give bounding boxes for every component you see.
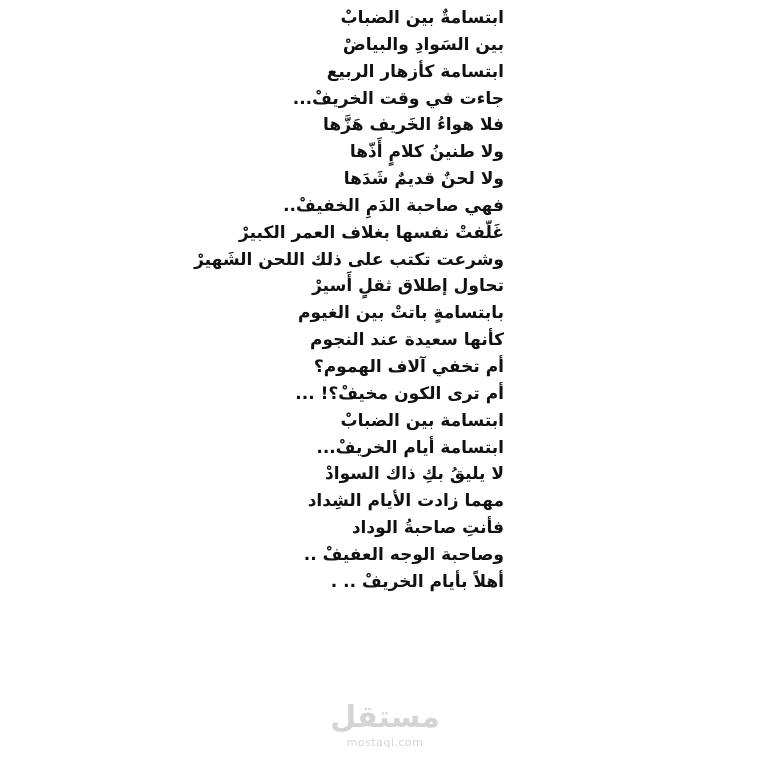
poem-line: ابتسامة كأزهار الربيع (326, 61, 504, 82)
mostaql-watermark (325, 700, 445, 750)
poem-line: فهي صاحبة الدَمِ الخفيفْ.. (283, 195, 504, 216)
poem-line: فلا هواءُ الخَريف هَزَّها (323, 115, 504, 136)
poem-line: مهما زادت الأيام الشِداد (307, 491, 504, 512)
poem-line: وشرعت تكتب على ذلك اللحن الشَهيرْ (194, 249, 504, 270)
poem-text (24, 5, 504, 596)
poem-line: ولا لحنٌ قديمٌ شَدَها (343, 169, 504, 190)
poem-line: ابتسامة أيام الخريفْ... (316, 437, 504, 458)
poem-line: تحاول إطلاق ثقلٍ أَسيرْ (312, 276, 504, 297)
poem-line: أم ترى الكون مخيفْ؟! ... (295, 383, 504, 404)
poem-line: فأنتِ صاحبةُ الوداد (351, 518, 504, 539)
poem-line: أهلاً بأيام الخريفْ .. . (330, 571, 504, 592)
poem-line: كأنها سعيدة عند النجوم (309, 330, 504, 351)
poem-line: بين السَوادِ والبياضْ (342, 34, 504, 55)
poem-line: ابتسامةٌ بين الضبابْ (340, 8, 504, 28)
poem-line: جاءت في وقت الخريفْ... (292, 88, 504, 109)
poem-line: لا يليقُ بكِ ذاك السوادْ (325, 464, 504, 485)
watermark-logo: مستقل (330, 700, 440, 735)
poem-line: أم تخفي آلاف الهموم؟ (313, 356, 504, 377)
poem-line: ابتسامة بين الضبابْ (340, 410, 504, 431)
poem-line: وصاحبة الوجه العفيفْ .. (303, 544, 504, 565)
poem-line: ولا طنينُ كلامٍ أَذّها (349, 142, 504, 163)
poem-line: بابتسامةٍ باتتْ بين الغيوم (298, 303, 504, 324)
watermark-url: mostaql.com (346, 736, 424, 749)
poem-line: غَلّفتْ نفسها بغلاف العمر الكبيرْ (239, 222, 504, 243)
